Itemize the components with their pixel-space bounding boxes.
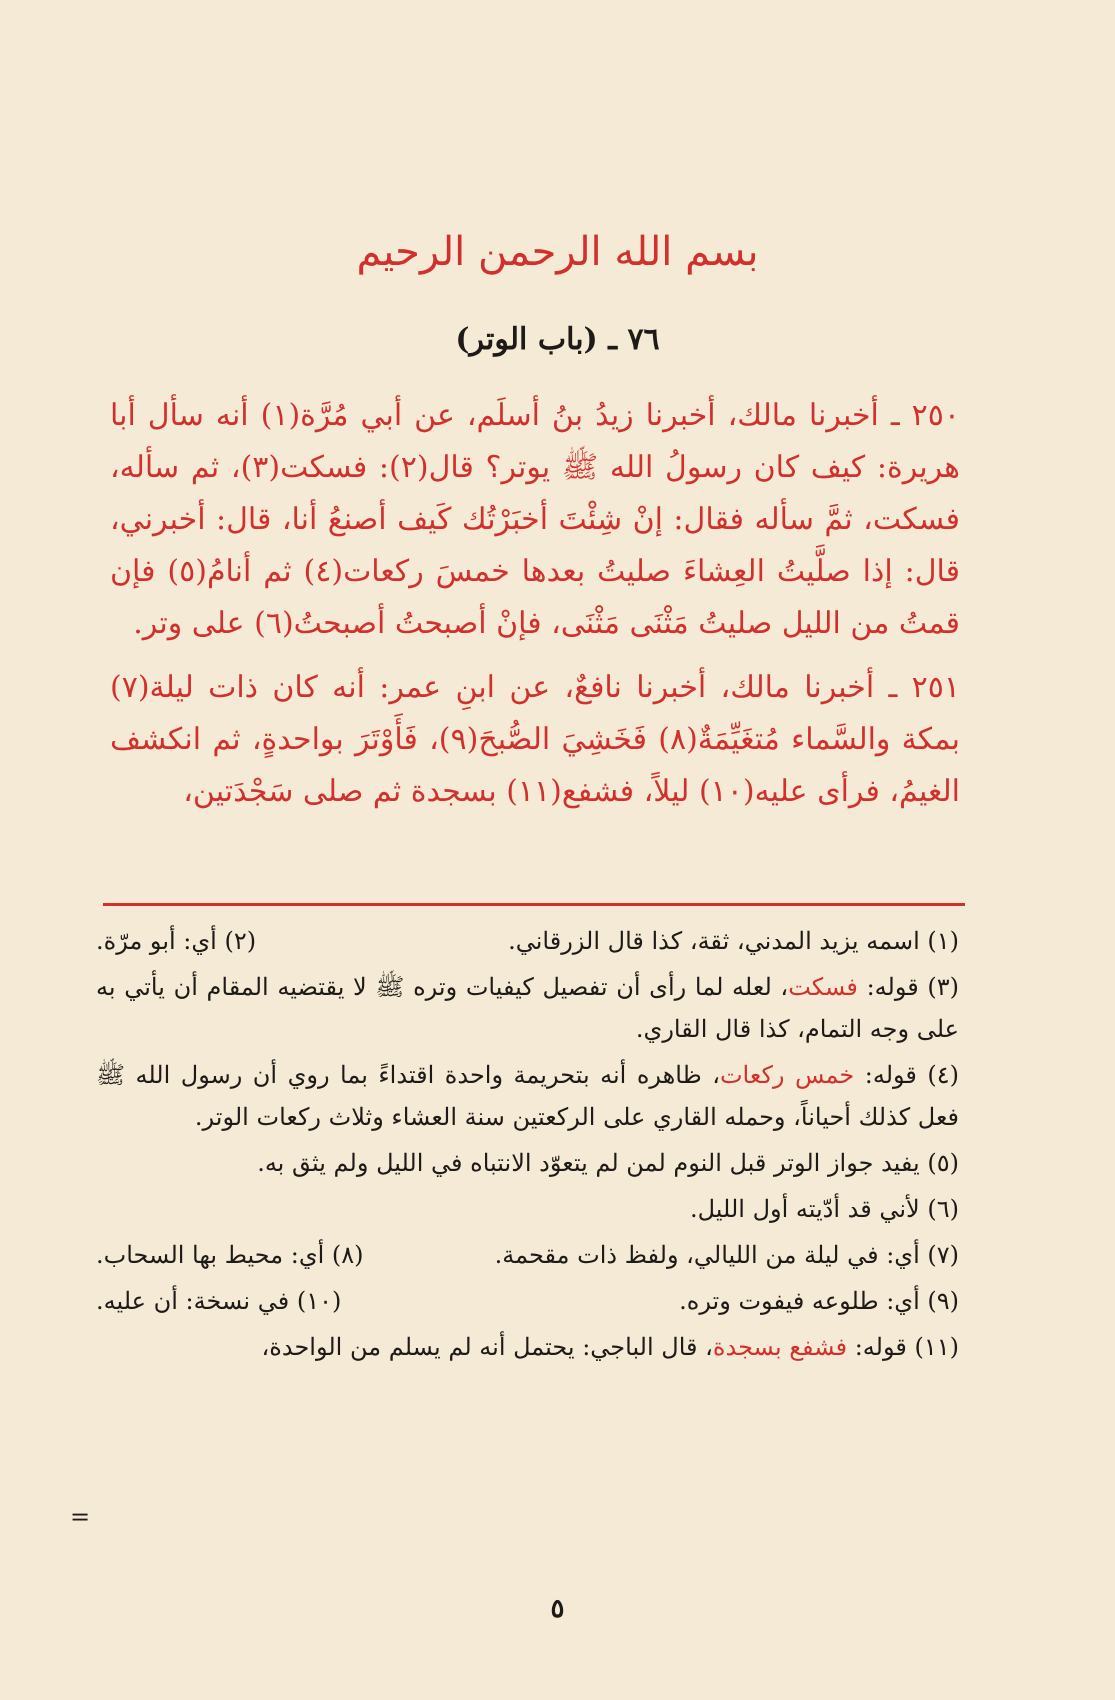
footnote-6: (٦) لأني قد أدّيته أول الليل. (689, 1195, 959, 1223)
footnote-3-keyword: فسكت (788, 973, 858, 1001)
footnote-4 (96, 1054, 959, 1138)
footnote-4-text: ، ظاهره أنه بتحريمة واحدة اقتداءً بما روي أن رسول الله ﷺ فعل كذلك أحياناً، وحمله القاري على الركعتين سنة العشاء وثلاث ركعات الوتر. (96, 1061, 959, 1131)
footnote-11-prefix: (١١) قوله: (847, 1333, 959, 1361)
hadith-250: ٢٥٠ ـ أخبرنا مالك، أخبرنا زيدُ بنُ أسلَم، عن أبي مُرَّة(١) أنه سأل أبا هريرة: كيف كان رسولُ الله ﷺ يوتر؟ قال(٢): فسكت(٣)، ثم سأله، فسكت، ثمَّ سأله فقال: إنْ شِئْتَ أخبَرْتُك كَيف أصنعُ أنا، قال: أخبرني، قال: إذا صلَّيتُ العِشاءَ صليتُ بعدها خمسَ ركعات(٤) ثم أنامُ(٥) فإن قمتُ من الليل صليتُ مَثْنَى مَثْنَى، فإنْ أصبحتُ أصبحتُ(٦) على وتر. (110, 398, 960, 641)
footnote-divider (103, 903, 965, 906)
footnote-2: (٢) أي: أبو مرّة. (96, 927, 257, 955)
footnote-row-9-10 (96, 1280, 959, 1322)
hadith-251: ٢٥١ ـ أخبرنا مالك، أخبرنا نافعٌ، عن ابنِ عمر: أنه كان ذات ليلة(٧) بمكة والسَّماء مُتغَيِّمَةٌ(٨) فَخَشِيَ الصُّبحَ(٩)، فَأَوْتَرَ بواحدةٍ، ثم انكشف الغيمُ، فرأى عليه(١٠) ليلاً، فشفع(١١) بسجدة ثم صلى سَجْدَتين، (110, 670, 960, 809)
basmala-calligraphy: بسم الله الرحمن الرحيم (356, 229, 759, 275)
footnote-4-keyword: خمس ركعات (719, 1061, 855, 1089)
footnote-10: (١٠) في نسخة: أن عليه. (96, 1287, 342, 1315)
footnote-11 (96, 1326, 959, 1368)
footnote-11-text: ، قال الباجي: يحتمل أنه لم يسلم من الواحدة، (261, 1333, 713, 1361)
footnote-11-keyword: فشفع بسجدة (712, 1333, 848, 1361)
footnote-row-7-8 (96, 1234, 959, 1276)
footnote-3 (96, 966, 959, 1050)
footnote-8: (٨) أي: محيط بها السحاب. (96, 1241, 364, 1269)
footnote-5: (٥) يفيد جواز الوتر قبل النوم لمن لم يتعوّد الانتباه في الليل ولم يثق به. (257, 1149, 959, 1177)
footnote-9: (٩) أي: طلوعه فيفوت وتره. (679, 1287, 959, 1315)
main-text (110, 390, 960, 830)
footnote-4-prefix: (٤) قوله: (854, 1061, 959, 1089)
footnotes (96, 920, 959, 1372)
page-number: ٥ (550, 1594, 565, 1624)
footnote-7: (٧) أي: في ليلة من الليالي، ولفظ ذات مقحمة. (494, 1241, 959, 1269)
chapter-title: ٧٦ ـ (باب الوتر) (455, 322, 660, 357)
continuation-mark: = (70, 1503, 91, 1531)
footnote-3-prefix: (٣) قوله: (857, 973, 960, 1001)
footnote-1: (١) اسمه يزيد المدني، ثقة، كذا قال الزرقاني. (508, 927, 959, 955)
footnote-3-text: ، لعله لما رأى أن تفصيل كيفيات وتره ﷺ لا يقتضيه المقام أن يأتي به على وجه التمام، كذا قال القاري. (96, 973, 959, 1043)
footnote-row-1-2 (96, 920, 959, 962)
